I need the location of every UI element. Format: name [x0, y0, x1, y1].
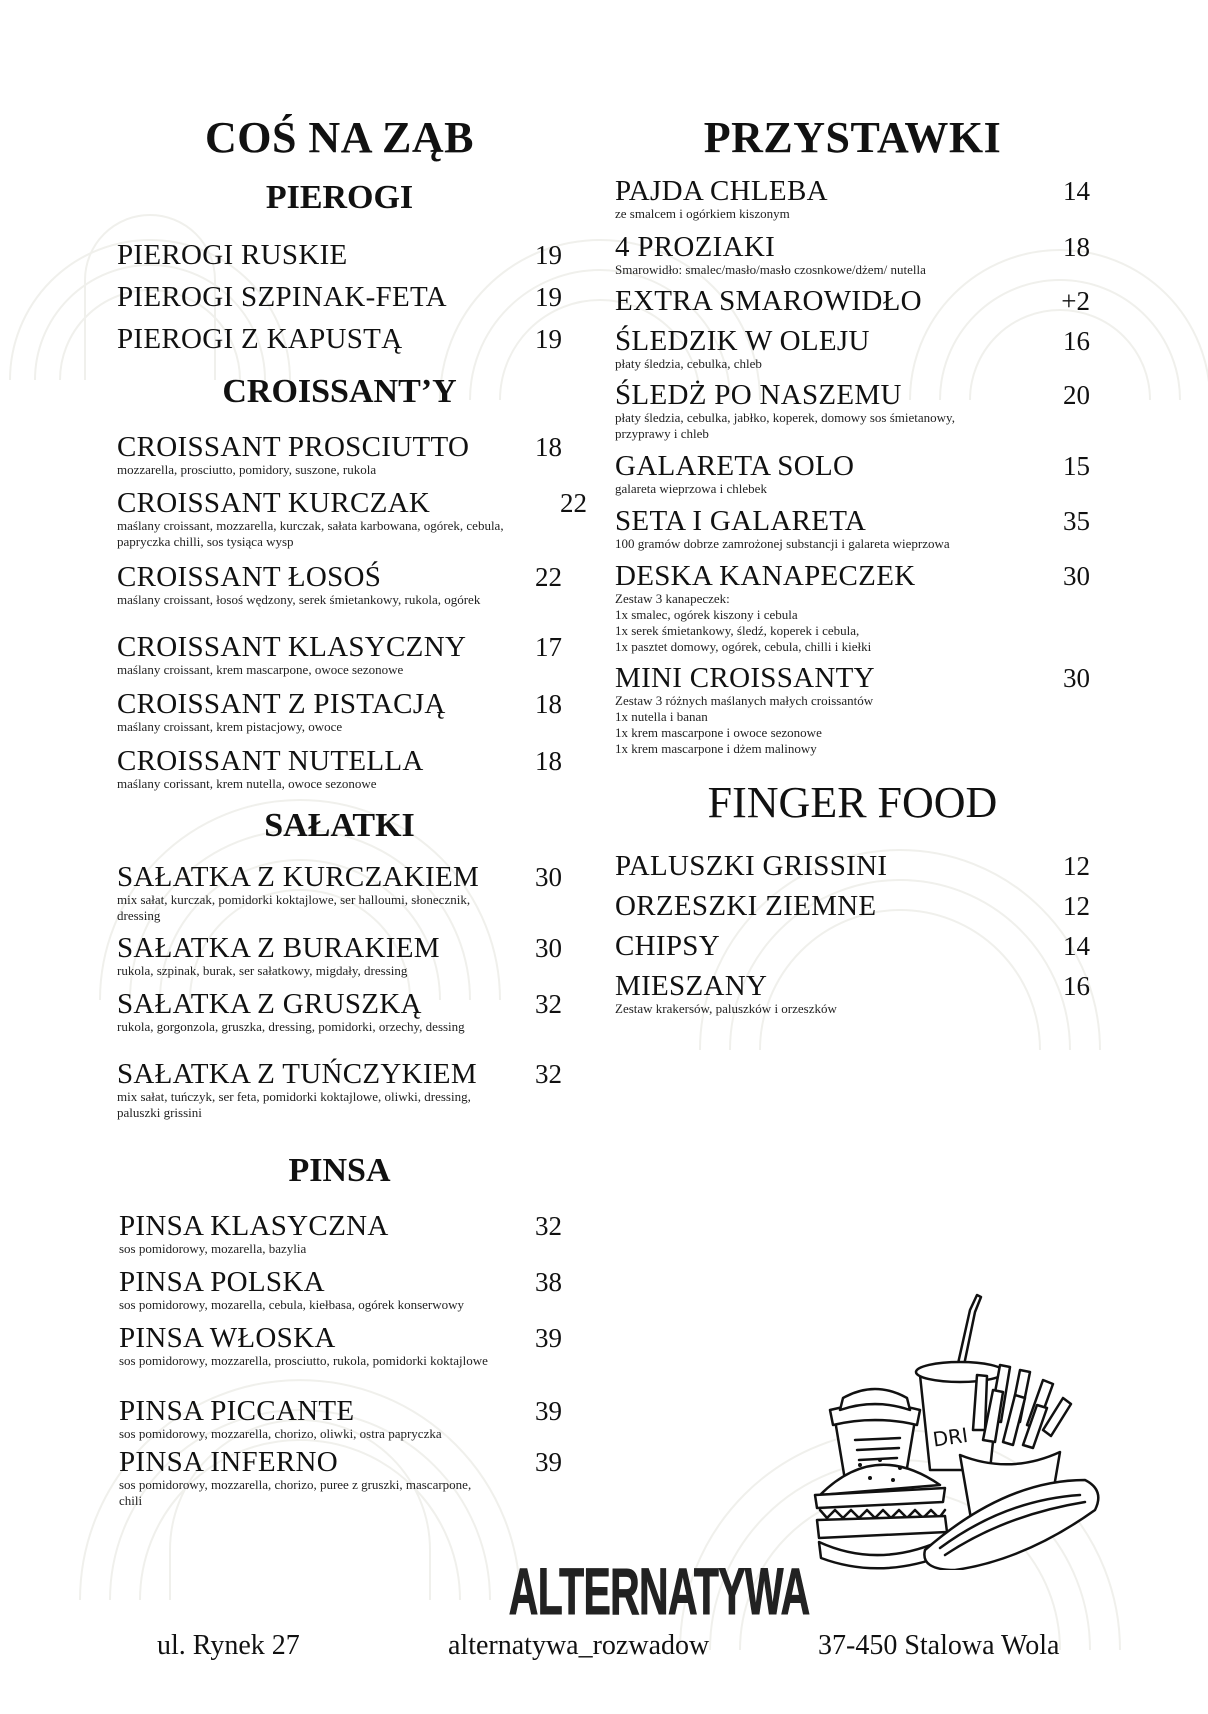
item-description: Zestaw 3 kanapeczek: [615, 591, 730, 606]
item-description: maślany croissant, krem pistacjowy, owoce [117, 719, 343, 734]
item-description: płaty śledzia, cebulka, chleb [615, 356, 762, 371]
menu-item [615, 451, 1090, 506]
item-description: przyprawy i chleb [615, 426, 709, 441]
item-name: CROISSANT Z PISTACJĄ [117, 688, 446, 720]
item-price: 30 [535, 862, 562, 892]
menu-item [119, 1396, 562, 1447]
item-name: PINSA POLSKA [119, 1266, 325, 1298]
item-name: PIEROGI RUSKIE [117, 239, 348, 271]
item-description: sos pomidorowy, mozarella, cebula, kiełbasa, ogórek konserwowy [119, 1297, 465, 1312]
item-description: 100 gramów dobrze zamrożonej substancji i galareta wieprzowa [615, 536, 950, 551]
menu-item [117, 933, 562, 989]
pinsa-list [117, 1211, 562, 1507]
item-name: SAŁATKA Z TUŃCZYKIEM [117, 1058, 477, 1090]
menu-item [615, 851, 1090, 891]
item-description: 1x smalec, ogórek kiszony i cebula [615, 607, 798, 622]
item-name: CROISSANT NUTELLA [117, 745, 424, 777]
item-description: Smarowidło: smalec/masło/masło czosnkowe/dżem/ nutella [615, 262, 926, 277]
brand-logo: ALTERNATYWA [508, 1554, 810, 1628]
item-description: 1x krem mascarpone i owoce sezonowe [615, 725, 822, 740]
item-name: DESKA KANAPECZEK [615, 560, 916, 592]
item-price: 32 [535, 989, 562, 1019]
menu-item [615, 971, 1090, 1021]
menu-item [615, 176, 1090, 232]
item-description: maślany croissant, mozzarella, kurczak, sałata karbowana, ogórek, cebula, papryczka chilli, sos tysiąca wysp [117, 518, 504, 549]
item-description: 1x pasztet domowy, ogórek, cebula, chilli i kiełki [615, 639, 872, 654]
item-description: ze smalcem i ogórkiem kiszonym [615, 206, 790, 221]
item-name: CHIPSY [615, 930, 720, 962]
item-name: CROISSANT PROSCIUTTO [117, 431, 470, 463]
item-price: 18 [535, 432, 562, 462]
item-name: PINSA INFERNO [119, 1446, 339, 1478]
section-title-finger-food: FINGER FOOD [707, 778, 998, 827]
item-description: rukola, gorgonzola, gruszka, dressing, pomidorki, orzechy, dessing [117, 1019, 465, 1034]
item-name: 4 PROZIAKI [615, 231, 776, 263]
item-price: 14 [1063, 176, 1090, 206]
menu-item [117, 989, 562, 1059]
item-price: 20 [1063, 380, 1090, 410]
item-name: MIESZANY [615, 970, 768, 1002]
section-title-salatki: SAŁATKI [264, 807, 415, 844]
item-price: 19 [535, 240, 562, 270]
item-price: 32 [535, 1059, 562, 1089]
item-price: 22 [560, 488, 587, 518]
city-text: 37-450 Stalowa Wola [818, 1630, 1060, 1661]
item-price: 30 [1063, 561, 1090, 591]
menu-item [615, 891, 1090, 931]
menu-item [615, 663, 1090, 765]
menu-item [117, 282, 562, 324]
item-price: 32 [535, 1211, 562, 1241]
item-description: 1x nutella i banan [615, 709, 708, 724]
item-name: ORZESZKI ZIEMNE [615, 890, 877, 922]
menu-item [615, 232, 1090, 286]
instagram-handle-text: alternatywa_rozwadow [448, 1630, 710, 1661]
item-name: CROISSANT KURCZAK [117, 487, 431, 519]
pierogi-list [117, 240, 562, 366]
svg-text:DRI: DRI [931, 1422, 970, 1452]
item-name: SAŁATKA Z KURCZAKIEM [117, 861, 480, 893]
item-name: PIEROGI Z KAPUSTĄ [117, 323, 403, 355]
item-name: PALUSZKI GRISSINI [615, 850, 888, 882]
item-price: 12 [1063, 891, 1090, 921]
item-description: sos pomidorowy, mozarella, bazylia [119, 1241, 307, 1256]
item-description: 1x serek śmietankowy, śledź, koperek i cebula, [615, 623, 860, 638]
item-name: PINSA KLASYCZNA [119, 1210, 389, 1242]
item-description: galareta wieprzowa i chlebek [615, 481, 767, 496]
item-price: 17 [535, 632, 562, 662]
menu-item [117, 240, 562, 282]
menu-item [117, 632, 562, 689]
item-price: 35 [1063, 506, 1090, 536]
item-description: sos pomidorowy, mozzarella, prosciutto, rukola, pomidorki koktajlowe [119, 1353, 488, 1368]
item-name: CROISSANT KLASYCZNY [117, 631, 467, 663]
item-name: ŚLEDZIK W OLEJU [615, 325, 870, 357]
croissanty-list [117, 431, 587, 802]
left-column [117, 108, 587, 1508]
item-name: PINSA WŁOSKA [119, 1322, 336, 1354]
section-title-croissanty: CROISSANT’Y [222, 373, 457, 410]
item-name: SETA I GALARETA [615, 505, 867, 537]
item-description: maślany corissant, krem nutella, owoce sezonowe [117, 776, 377, 791]
item-name: CROISSANT ŁOSOŚ [117, 561, 382, 593]
item-price: 14 [1063, 931, 1090, 961]
item-description: mix sałat, tuńczyk, ser feta, pomidorki koktajlowe, oliwki, dressing, paluszki grissini [117, 1089, 471, 1120]
item-name: PIEROGI SZPINAK-FETA [117, 281, 447, 313]
item-price: 19 [535, 324, 562, 354]
menu-item [117, 862, 562, 933]
item-description: Zestaw krakersów, paluszków i orzeszków [615, 1001, 837, 1016]
menu-item [615, 286, 1090, 326]
menu-item [117, 432, 562, 488]
item-name: EXTRA SMAROWIDŁO [615, 285, 922, 317]
footer [0, 1554, 1208, 1678]
item-name: MINI CROISSANTY [615, 662, 875, 694]
menu-item [117, 487, 587, 562]
item-price: 30 [535, 933, 562, 963]
item-name: SAŁATKA Z BURAKIEM [117, 932, 440, 964]
item-description: Zestaw 3 różnych maślanych małych croissantów [615, 693, 874, 708]
address-text: ul. Rynek 27 [157, 1630, 300, 1661]
item-description: maślany croissant, krem mascarpone, owoce sezonowe [117, 662, 404, 677]
item-price: 18 [1063, 232, 1090, 262]
right-column [615, 108, 1090, 1021]
item-description: rukola, szpinak, burak, ser sałatkowy, migdały, dressing [117, 963, 408, 978]
menu-item [117, 746, 562, 802]
item-price: 18 [535, 689, 562, 719]
item-description: 1x krem mascarpone i dżem malinowy [615, 741, 817, 756]
section-title-pinsa: PINSA [288, 1152, 391, 1189]
main-title-przystawki: PRZYSTAWKI [703, 113, 1002, 162]
item-price: 19 [535, 282, 562, 312]
item-name: ŚLEDŻ PO NASZEMU [615, 379, 902, 411]
item-description: sos pomidorowy, mozzarella, chorizo, puree z gruszki, mascarpone, chili [119, 1477, 472, 1508]
item-price: 39 [535, 1396, 562, 1426]
item-name: PINSA PICCANTE [119, 1395, 355, 1427]
menu-item [117, 689, 562, 746]
menu-item [615, 506, 1090, 561]
menu-item [119, 1447, 562, 1507]
item-name: PAJDA CHLEBA [615, 175, 828, 207]
finger-food-list [615, 851, 1090, 1021]
item-price: +2 [1061, 286, 1090, 316]
item-price: 16 [1063, 971, 1090, 1001]
menu-item [615, 326, 1090, 380]
menu-item [615, 931, 1090, 971]
item-price: 38 [535, 1267, 562, 1297]
section-title-pierogi: PIEROGI [265, 179, 414, 216]
item-price: 16 [1063, 326, 1090, 356]
item-description: mozzarella, prosciutto, pomidory, suszone, rukola [117, 462, 377, 477]
menu-item [117, 324, 562, 366]
menu-item [119, 1211, 562, 1267]
item-price: 30 [1063, 663, 1090, 693]
przystawki-list [615, 176, 1090, 765]
item-price: 15 [1063, 451, 1090, 481]
item-description: maślany croissant, łosoś wędzony, serek śmietankowy, rukola, ogórek [117, 592, 481, 607]
menu-item [119, 1267, 562, 1323]
salatki-list [117, 862, 562, 1131]
menu-item [615, 561, 1090, 663]
menu-item [117, 1059, 562, 1131]
item-price: 39 [535, 1447, 562, 1477]
menu-item [119, 1323, 562, 1396]
fast-food-illustration-icon [805, 1280, 1105, 1570]
menu-item [117, 562, 562, 632]
item-description: mix sałat, kurczak, pomidorki koktajlowe, ser halloumi, słonecznik, dressing [117, 892, 471, 923]
main-title-cos-na-zab: COŚ NA ZĄB [204, 113, 475, 162]
item-price: 39 [535, 1323, 562, 1353]
item-price: 22 [535, 562, 562, 592]
item-description: sos pomidorowy, mozzarella, chorizo, oliwki, ostra papryczka [119, 1426, 442, 1441]
item-name: SAŁATKA Z GRUSZKĄ [117, 988, 422, 1020]
item-name: GALARETA SOLO [615, 450, 855, 482]
item-price: 12 [1063, 851, 1090, 881]
menu-item [615, 380, 1090, 451]
item-price: 18 [535, 746, 562, 776]
item-description: płaty śledzia, cebulka, jabłko, koperek, domowy sos śmietanowy, [615, 410, 955, 425]
